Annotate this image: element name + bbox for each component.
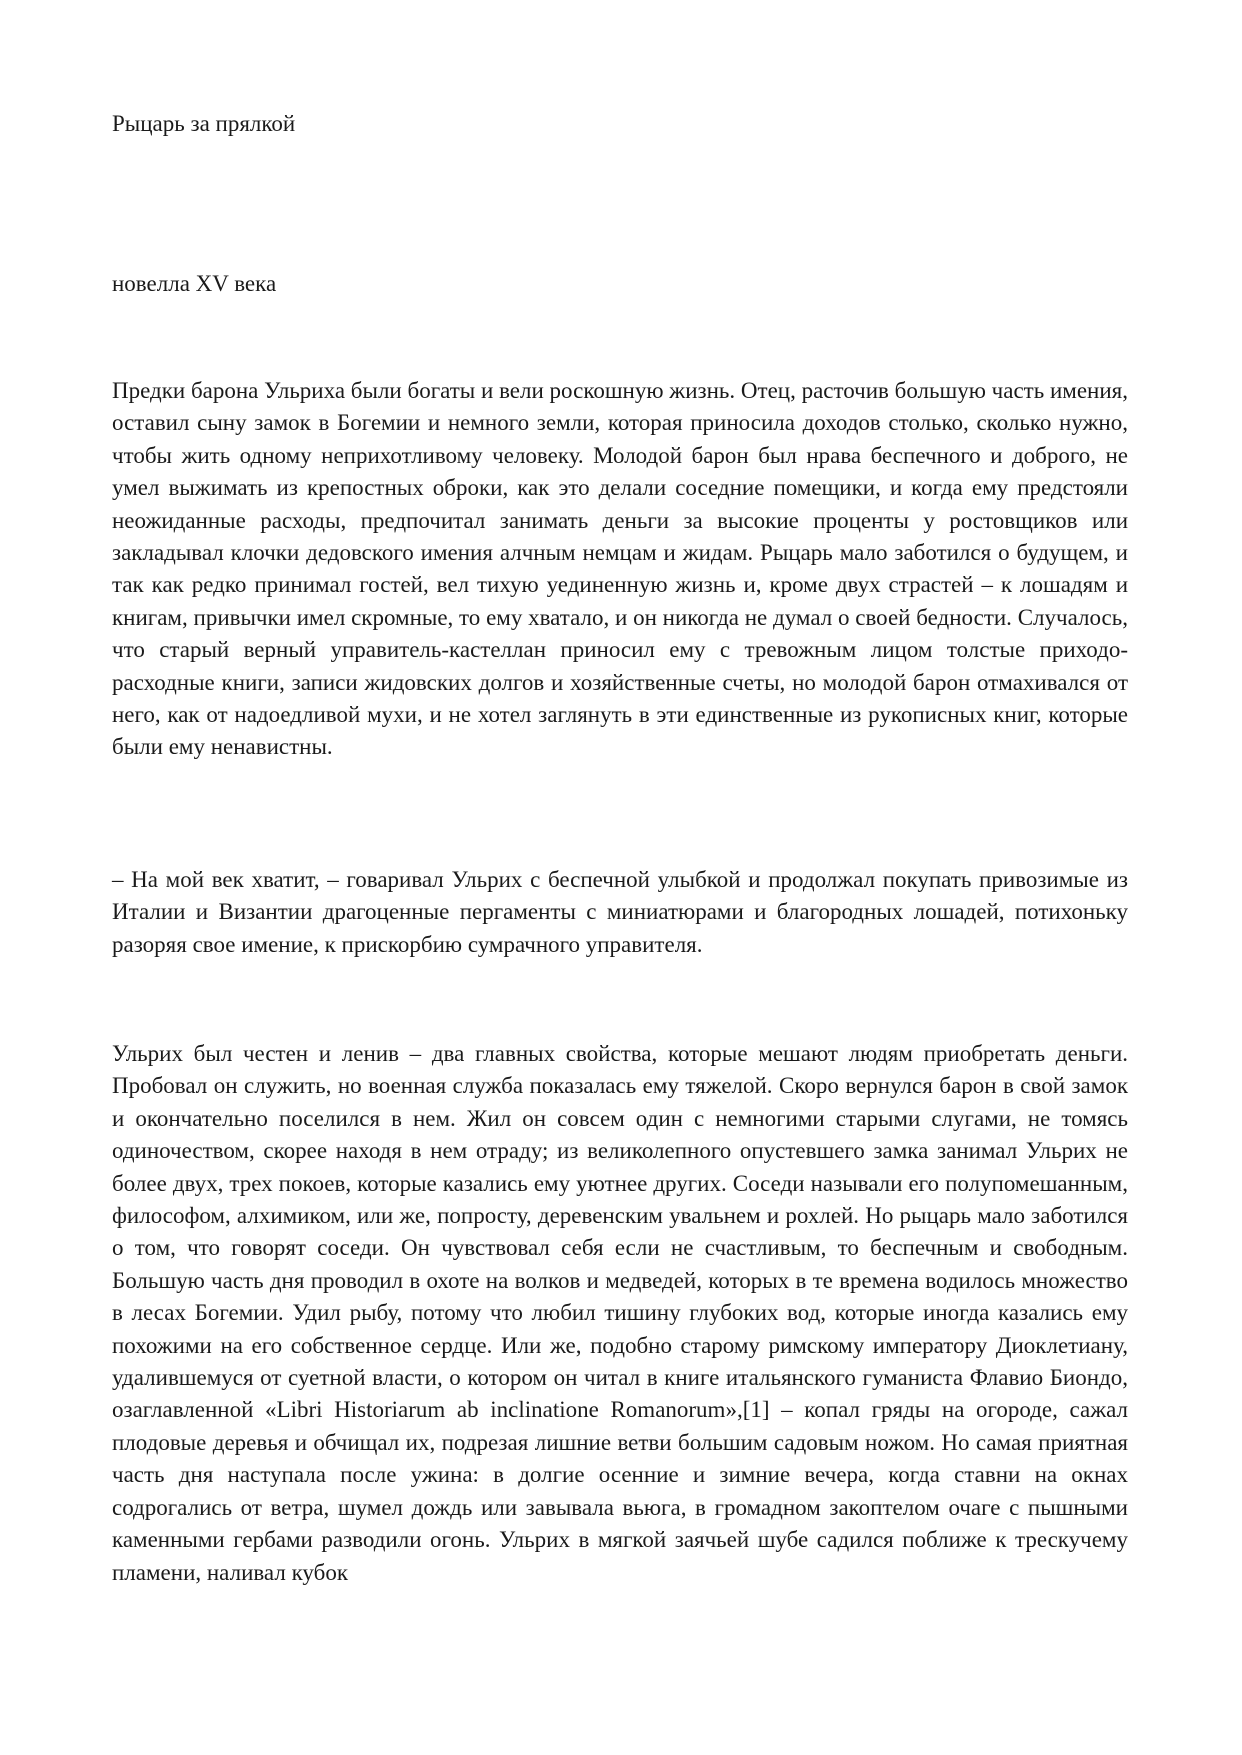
paragraph-2: – На мой век хватит, – говаривал Ульрих с беспечной улыбкой и продолжал покупать привозимые из Италии и Византии драгоценные пергаменты с миниатюрами и благородных лошадей, потихоньку разоряя свое имение, к прискорбию сумрачного управителя. xyxy=(112,867,1128,957)
paragraph-1: Предки барона Ульриха были богаты и вели роскошную жизнь. Отец, расточив большую часть имения, оставил сыну замок в Богемии и немного земли, которая приносила доходов столько, сколько нужно, чтобы жить одному неприхотливому человеку. Молодой барон был нрава беспечного и доброго, не умел выжимать из крепостных оброки, как это делали соседние помещики, и когда ему предстояли неожиданные расходы, предпочитал занимать деньги за высокие проценты у ростовщиков или закладывал клочки дедовского имения алчным немцам и жидам. Рыцарь мало заботился о будущем, и так как редко принимал гостей, вел тихую уединенную жизнь и, кроме двух страстей – к лошадям и книгам, привычки имел скромные, то ему хватало, и он никогда не думал о своей бедности. Случалось, что старый верный управитель-кастеллан приносил ему с тревожным лицом толстые приходо-расходные книги, записи жидовских долгов и хозяйственные счеты, но молодой барон отмахивался от него, как от надоедливой мухи, и не хотел заглянуть в эти единственные из рукописных книг, которые были ему ненавистны. xyxy=(112,378,1128,760)
document-subtitle: новелла XV века xyxy=(112,271,277,296)
document-title: Рыцарь за прялкой xyxy=(112,111,296,136)
paragraph-3: Ульрих был честен и ленив – два главных свойства, которые мешают людям приобретать деньги. Пробовал он служить, но военная служба показалась ему тяжелой. Скоро вернулся барон в свой замок и окончательно поселился в нем. Жил он совсем один с немногими старыми слугами, не томясь одиночеством, скорее находя в нем отраду; из великолепного опустевшего замка занимал Ульрих не более двух, трех покоев, которые казались ему уютнее других. Соседи называли его полупомешанным, философом, алхимиком, или же, попросту, деревенским увальнем и рохлей. Но рыцарь мало заботился о том, что говорят соседи. Он чувствовал себя если не счастливым, то беспечным и свободным. Большую часть дня проводил в охоте на волков и медведей, которых в те времена водилось множество в лесах Богемии. Удил рыбу, потому что любил тишину глубоких вод, которые иногда казались ему похожими на его собственное сердце. Или же, подобно старому римскому императору Диоклетиану, удалившемуся от суетной власти, о котором он читал в книге итальянского гуманиста Флавио Биондо, озаглавленной «Libri Historiarum ab inclinatione Romanorum»,[1] – копал гряды на огороде, сажал плодовые деревья и обчищал их, подрезая лишние ветви большим садовым ножом. Но самая приятная часть дня наступала после ужина: в долгие осенние и зимние вечера, когда ставни на окнах содрогались от ветра, шумел дождь или завывала вьюга, в громадном закоптелом очаге с пышными каменными гербами разводили огонь. Ульрих в мягкой заячьей шубе садился поближе к трескучему пламени, наливал кубок xyxy=(112,1041,1128,1585)
